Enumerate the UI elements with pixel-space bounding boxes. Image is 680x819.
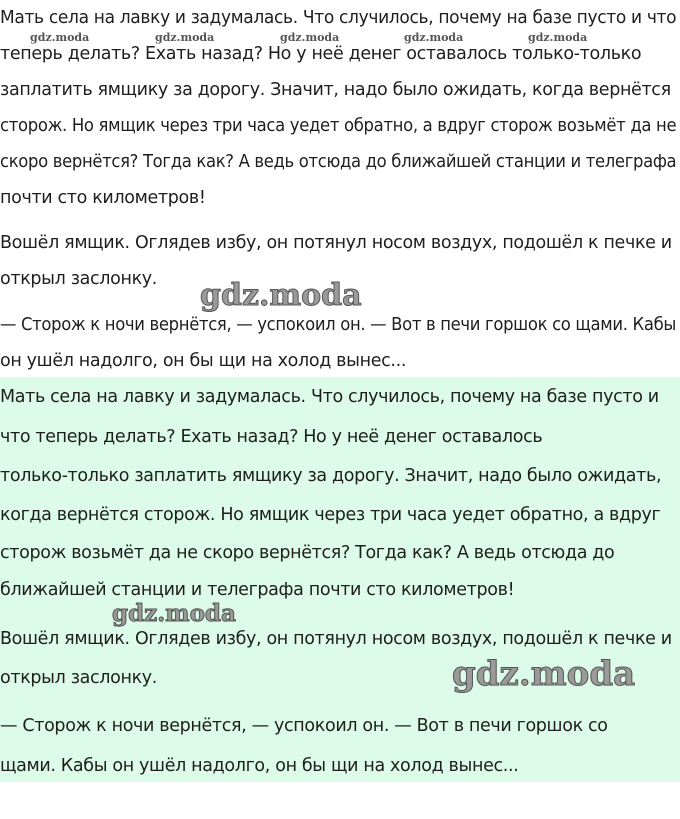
watermark-large: gdz.moda [452, 654, 636, 694]
text-line: почти сто километров! [0, 188, 206, 208]
text-line: что теперь делать? Ехать назад? Но у неё денег оставалось [0, 427, 543, 447]
watermark-small: gdz.moda [155, 31, 215, 44]
watermark-small: gdz.moda [404, 31, 464, 44]
text-line: сторож. Но ямщик через три часа уедет обратно, а вдруг сторож возьмёт да не [0, 116, 677, 136]
text-line: он ушёл надолго, он бы щи на холод вынес... [0, 351, 407, 371]
watermark-small: gdz.moda [280, 31, 340, 44]
watermark-large: gdz.moda [200, 278, 362, 313]
watermark-small: gdz.moda [528, 31, 588, 44]
text-line: теперь делать? Ехать назад? Но у неё денег оставалось только-только [0, 44, 642, 64]
text-line: — Сторож к ночи вернётся, — успокоил он. — Вот в печи горшок со щами. Кабы [0, 315, 677, 335]
text-line: сторож возьмёт да не скоро вернётся? Тогда как? А ведь отсюда до [0, 543, 615, 563]
text-line: скоро вернётся? Тогда как? А ведь отсюда до ближайшей станции и телеграфа [0, 152, 677, 172]
watermark-large: gdz.moda [112, 600, 236, 627]
text-line: ближайшей станции и телеграфа почти сто километров! [0, 580, 515, 600]
text-line: открыл заслонку. [0, 269, 158, 289]
text-line: Вошёл ямщик. Оглядев избу, он потянул носом воздух, подошёл к печке и [0, 629, 672, 649]
text-line: только-только заплатить ямщику за дорогу. Значит, надо было ожидать, [0, 466, 662, 486]
text-line: когда вернётся сторож. Но ямщик через три часа уедет обратно, а вдруг [0, 505, 661, 525]
watermark-small: gdz.moda [30, 31, 90, 44]
text-line: заплатить ямщику за дорогу. Значит, надо было ожидать, когда вернётся [0, 80, 671, 100]
text-line: Мать села на лавку и задумалась. Что случилось, почему на базе пусто и что [0, 8, 677, 28]
text-line: щами. Кабы он ушёл надолго, он бы щи на холод вынес... [0, 756, 519, 776]
text-line: Вошёл ямщик. Оглядев избу, он потянул носом воздух, подошёл к печке и [0, 233, 672, 253]
text-line: Мать села на лавку и задумалась. Что случилось, почему на базе пусто и [0, 387, 659, 407]
text-line: открыл заслонку. [0, 668, 158, 688]
text-line: — Сторож к ночи вернётся, — успокоил он. — Вот в печи горшок со [0, 716, 608, 736]
